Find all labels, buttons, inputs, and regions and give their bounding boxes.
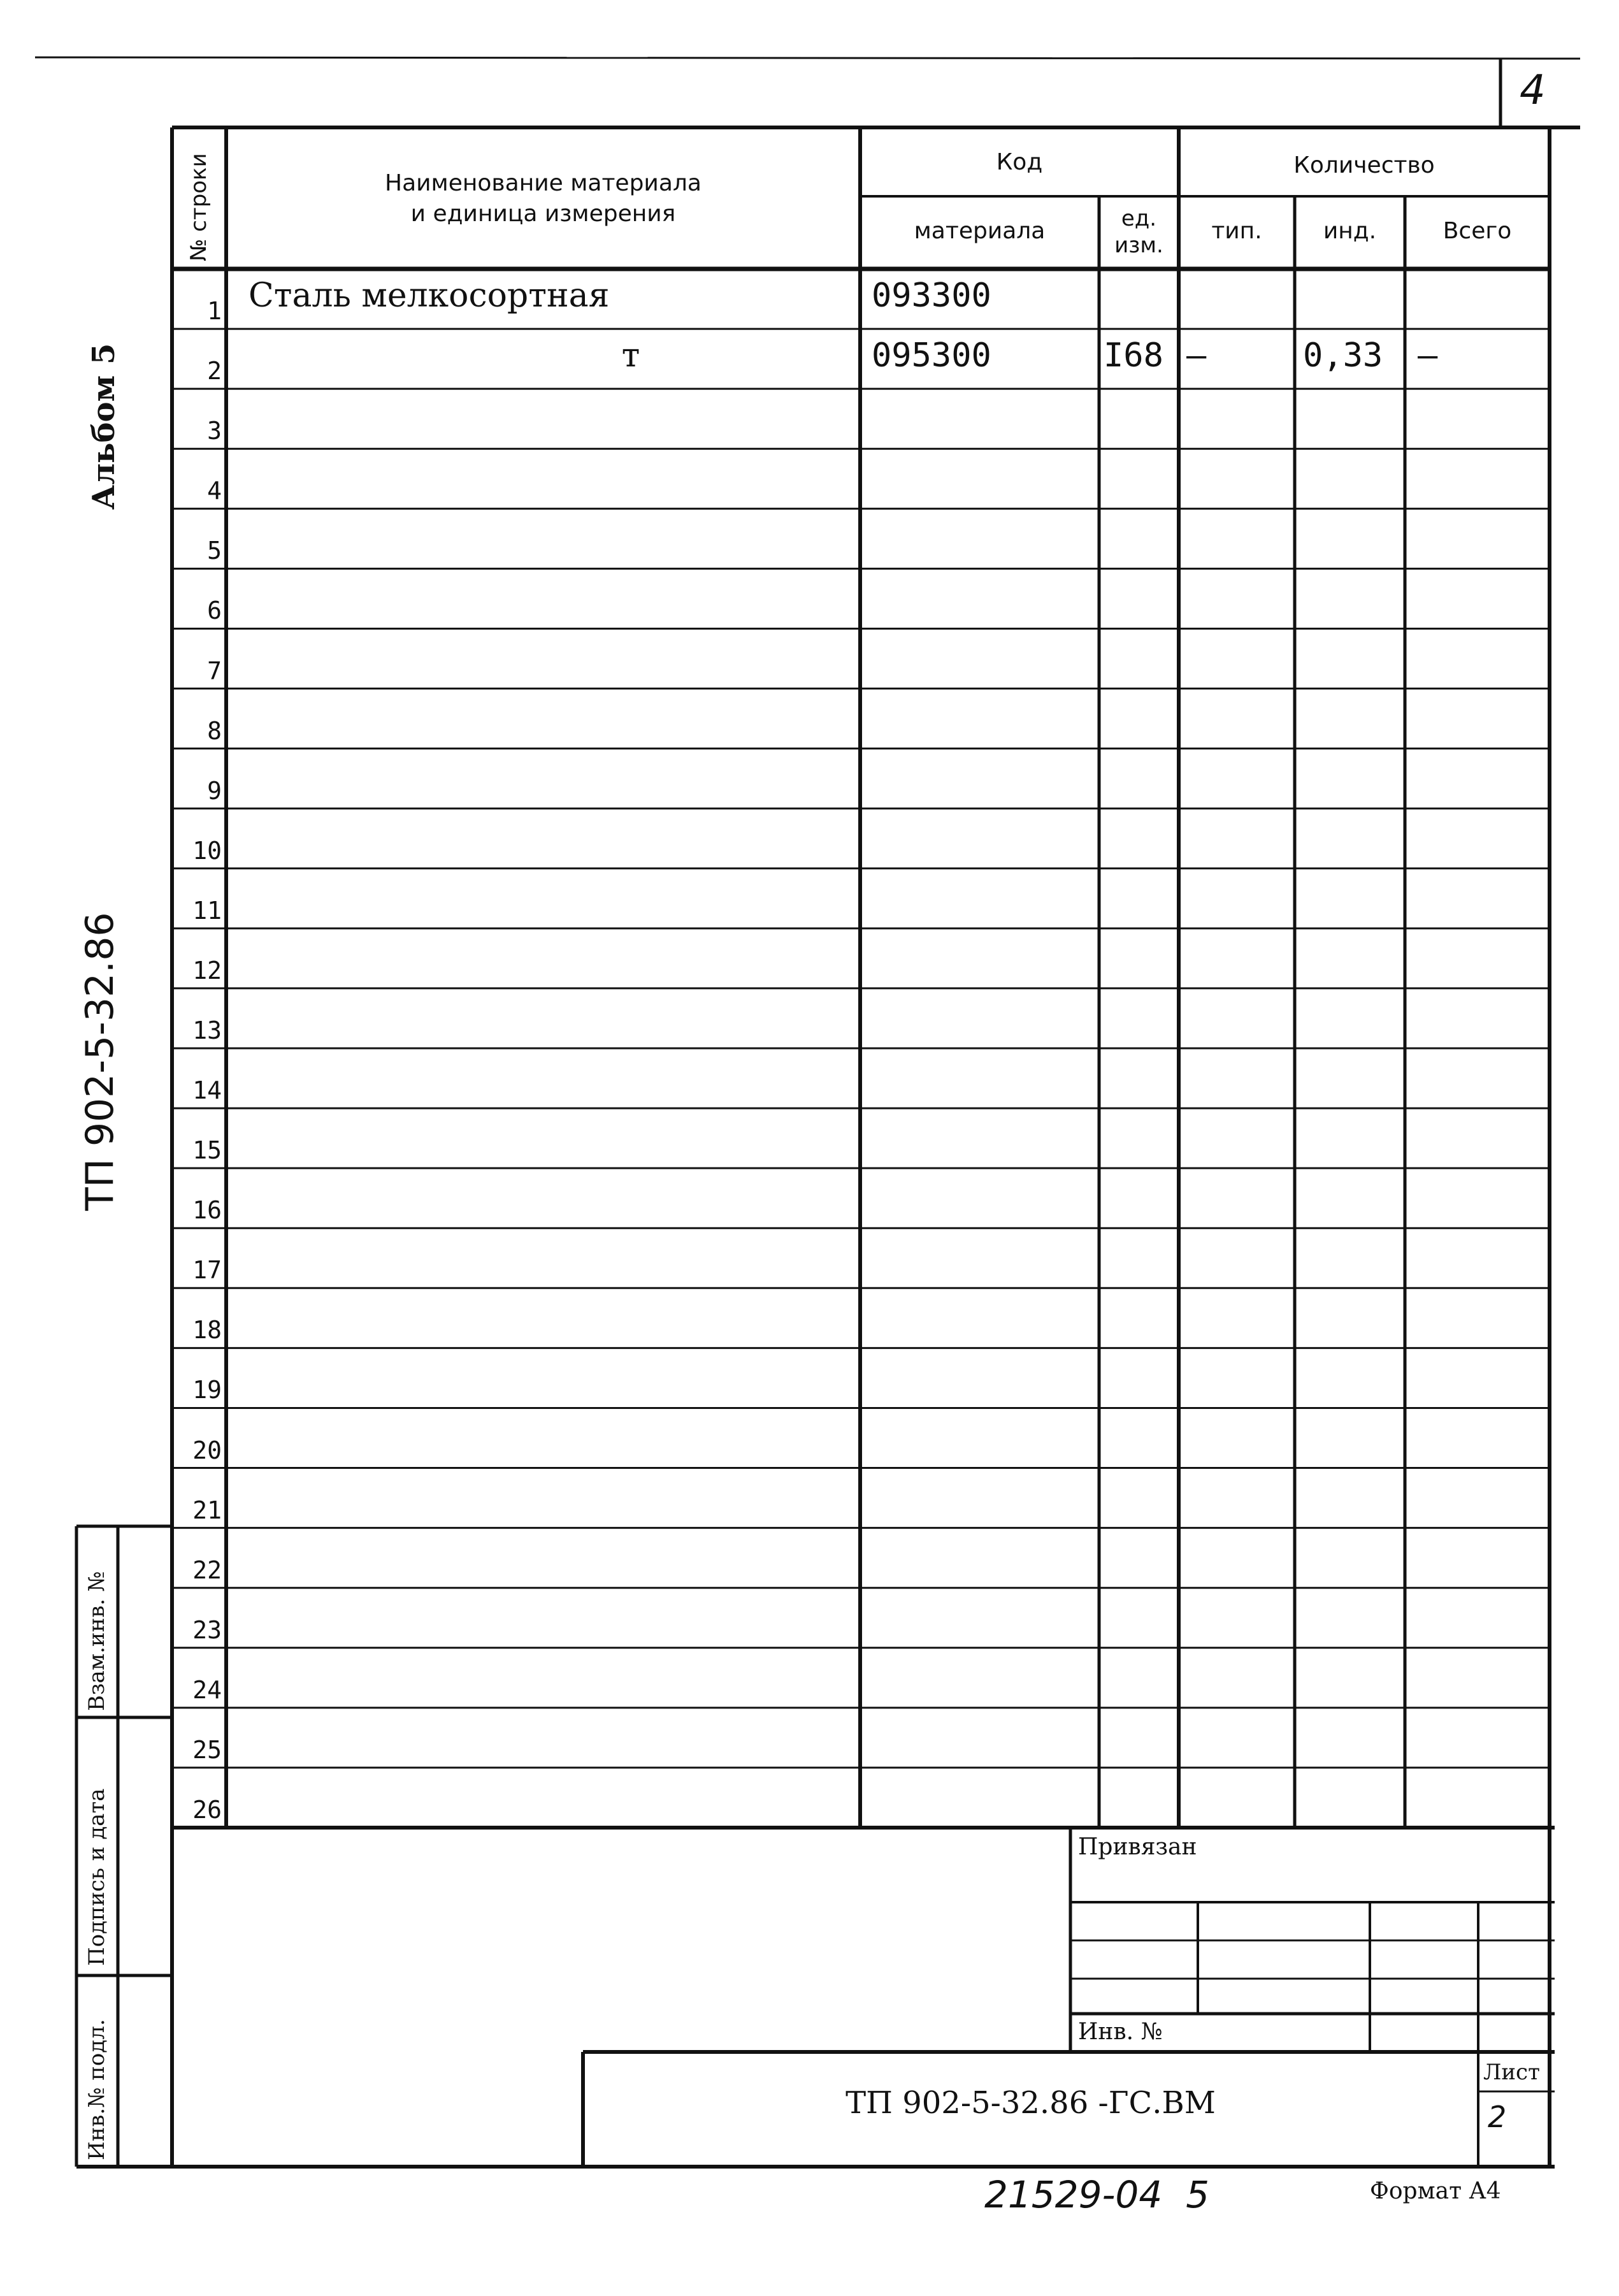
row-number: 9 xyxy=(207,776,222,805)
side-project-label: ТП 902-5-32.86 xyxy=(78,912,122,1211)
row-number: 3 xyxy=(207,417,222,445)
row-name: Сталь мелкосортная xyxy=(248,277,610,315)
row-number: 24 xyxy=(192,1675,222,1704)
inv-no-label: Инв. № xyxy=(1078,2019,1163,2045)
format-label: Формат А4 xyxy=(1370,2178,1501,2204)
row-number: 12 xyxy=(192,956,222,985)
row-number: 18 xyxy=(192,1316,222,1345)
row-number: 14 xyxy=(192,1076,222,1105)
header-code-unit-2: изм. xyxy=(1114,233,1163,258)
row-number: 1 xyxy=(207,297,222,326)
row-number: 2 xyxy=(207,357,222,386)
row-number: 19 xyxy=(192,1376,222,1404)
row-number: 17 xyxy=(192,1256,222,1285)
row-ind: 0,33 xyxy=(1303,336,1383,375)
row-number: 20 xyxy=(192,1436,222,1464)
row-number: 23 xyxy=(192,1615,222,1644)
row-number: 26 xyxy=(192,1796,222,1824)
row-number: 8 xyxy=(207,716,222,745)
row-number: 5 xyxy=(207,537,222,565)
row-number: 22 xyxy=(192,1556,222,1584)
header-code-unit-1: ед. xyxy=(1121,206,1157,231)
row-name: т xyxy=(621,336,640,375)
row-number: 11 xyxy=(192,896,222,925)
stamp-vzam-label: Взам.инв. № xyxy=(84,1571,110,1711)
side-album-label: Альбом 5 xyxy=(86,343,122,510)
header-qty-group: Количество xyxy=(1293,152,1435,178)
row-number: 15 xyxy=(192,1136,222,1165)
row-number: 21 xyxy=(192,1496,222,1524)
header-code-group: Код xyxy=(996,149,1043,175)
row-number: 16 xyxy=(192,1196,222,1225)
stamp-inv-podl-label: Инв.№ подл. xyxy=(84,2019,110,2160)
row-number: 10 xyxy=(192,836,222,865)
row-number: 6 xyxy=(207,596,222,625)
stamp-podpis-label: Подпись и дата xyxy=(84,1788,110,1966)
sheet-label: Лист xyxy=(1483,2060,1540,2085)
row-unit: I68 xyxy=(1104,336,1163,375)
header-name-line1: Наименование материала xyxy=(385,170,702,196)
row-number: 7 xyxy=(207,656,222,685)
row-number: 13 xyxy=(192,1016,222,1044)
row-number: 25 xyxy=(192,1735,222,1764)
privyazan-label: Привязан xyxy=(1078,1834,1197,1860)
row-code: 093300 xyxy=(872,277,991,315)
row-code: 095300 xyxy=(872,336,991,375)
header-qty-typ: тип. xyxy=(1211,218,1262,244)
header-qty-ind: инд. xyxy=(1323,218,1377,244)
header-name-line2: и единица измерения xyxy=(410,201,676,227)
page-number: 4 xyxy=(1520,67,1546,114)
row-number: 4 xyxy=(207,477,222,505)
footer-handwritten-number: 21529-04 5 xyxy=(984,2173,1210,2216)
document-designation: ТП 902-5-32.86 -ГС.ВМ xyxy=(845,2085,1216,2121)
header-qty-total: Всего xyxy=(1443,218,1512,244)
header-code-material: материала xyxy=(914,218,1046,244)
row-total: – xyxy=(1418,336,1438,375)
sheet-number: 2 xyxy=(1488,2100,1507,2134)
row-typ: – xyxy=(1186,336,1207,375)
header-row-number: № строки xyxy=(186,153,212,261)
